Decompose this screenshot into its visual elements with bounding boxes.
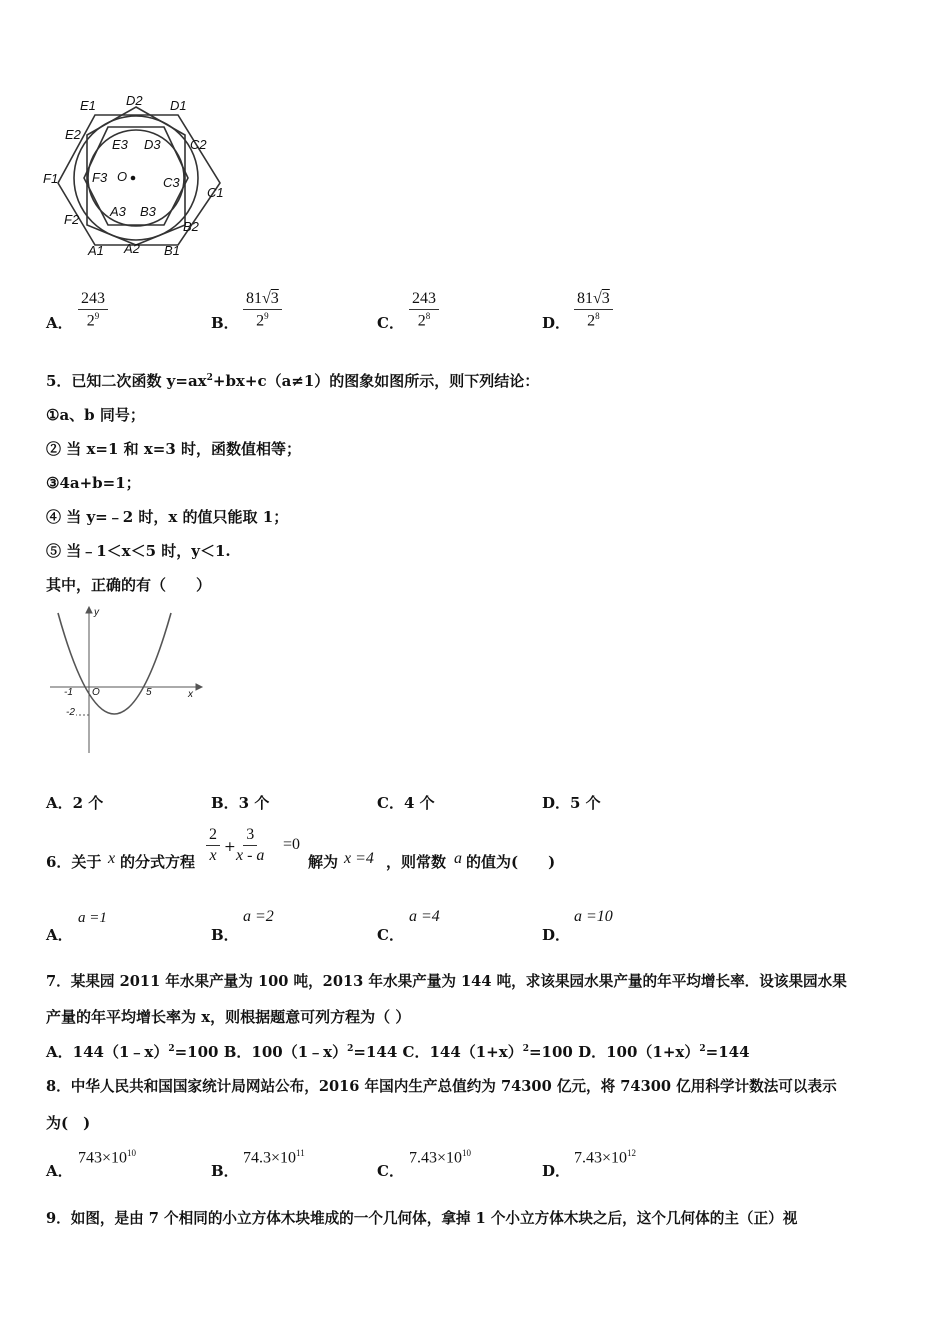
parabola-curve: [58, 613, 171, 714]
option-expr: a =10: [574, 908, 613, 925]
q7-option-a-sup: 2: [168, 1044, 175, 1054]
q7-option-b-rhs: =144: [353, 1043, 398, 1061]
label-F3: F3: [92, 170, 108, 185]
denominator-exp: 8: [595, 311, 600, 321]
denominator-base: 2: [587, 312, 596, 330]
numerator: 243: [78, 290, 108, 310]
option-label: B．: [211, 1162, 239, 1180]
x-axis-arrow: [196, 684, 202, 690]
label-A2: A2: [124, 241, 140, 256]
q8-line1: 8．中华人民共和国国家统计局网站公布，2016 年国内生产总值约为 74300 亿元，将 74300 亿用科学计数法可以表示: [46, 1078, 837, 1095]
numerator: 2: [206, 826, 220, 846]
q6-post: ，则常数: [386, 853, 447, 871]
option-base: 7.43×10: [574, 1149, 628, 1167]
q5-statement-2: ② 当 x=1 和 x=3 时，函数值相等；: [46, 440, 302, 458]
q5-stem-sup: 2: [206, 373, 213, 383]
option-label: D．: [542, 1162, 571, 1180]
label-B2: B2: [183, 219, 199, 234]
option-label: C．: [377, 926, 404, 944]
option-label: D．: [542, 926, 571, 944]
q6-tail: 的值为( ): [466, 853, 556, 871]
q5-stem-a: 5．已知二次函数 y=ax: [46, 372, 207, 390]
option-label: B．: [211, 926, 239, 944]
label-O: O: [117, 169, 128, 184]
hexagon-diagram: [40, 95, 230, 265]
label-B3: B3: [140, 204, 156, 219]
numerator: 243: [409, 290, 439, 310]
q7-line1: 7．某果园 2011 年水果产量为 100 吨，2013 年水果产量为 144 吨，求该果园水果产量的年平均增长率．设该果园水果: [46, 973, 847, 990]
q7-option-a-rhs: =100: [174, 1043, 219, 1061]
option-base: 743×10: [78, 1149, 128, 1167]
graph-origin: O: [92, 687, 100, 698]
label-E2: E2: [65, 127, 81, 142]
denominator: x - a: [236, 847, 265, 864]
q5-option-d[interactable]: D．5 个: [542, 794, 601, 812]
denominator-base: 2: [417, 312, 426, 330]
q7-option-b-sup: 2: [347, 1044, 354, 1054]
q4-options: [46, 290, 906, 340]
q6-var-x: x: [108, 850, 116, 867]
parabola-svg: [46, 605, 206, 755]
center-dot: [131, 176, 136, 181]
option-exp: 10: [127, 1148, 137, 1158]
denominator: x: [209, 847, 217, 864]
fraction: [574, 290, 613, 330]
q7-option-d-sup: 2: [699, 1044, 706, 1054]
q5-option-a[interactable]: A．2 个: [46, 794, 104, 812]
option-base: 74.3×10: [243, 1149, 297, 1167]
option-exp: 11: [296, 1148, 305, 1158]
q7-options: [46, 1041, 750, 1062]
label-F1: F1: [43, 171, 59, 186]
parabola-graph: [46, 605, 206, 755]
sqrt-icon: √: [593, 290, 602, 307]
label-E1: E1: [80, 98, 96, 113]
option-label: B．: [211, 314, 239, 332]
q6-sol: 解为: [308, 853, 339, 871]
q7-option-b[interactable]: [224, 1043, 398, 1061]
label-C1: C1: [207, 185, 224, 200]
graph-five: 5: [146, 687, 152, 698]
q7-option-c-sup: 2: [522, 1044, 529, 1054]
label-F2: F2: [64, 212, 80, 227]
q6-var-a: a: [454, 850, 462, 867]
numerator: 3: [243, 826, 257, 846]
hexagon-figure: [40, 95, 230, 265]
q6-fraction-1: [206, 826, 220, 865]
option-expr: a =4: [409, 908, 440, 925]
q7-option-d-text: D．100（1+x）: [578, 1043, 700, 1061]
q7-option-a[interactable]: [46, 1043, 219, 1061]
option-base: 7.43×10: [409, 1149, 463, 1167]
label-A1: A1: [88, 243, 104, 258]
option-label: A．: [46, 1162, 73, 1180]
label-D3: D3: [144, 137, 161, 152]
denominator-base: 2: [86, 312, 95, 330]
option-label: C．: [377, 1162, 404, 1180]
option-expr: a =2: [243, 908, 274, 925]
q6-eq0: =0: [283, 836, 301, 853]
sqrt-icon: √: [262, 290, 271, 307]
q5-stem-b: +bx+c（a≠1）的图象如图所示，则下列结论：: [212, 372, 540, 390]
fraction: [78, 290, 108, 330]
q6-fraction-2: [236, 826, 264, 865]
radicand: 3: [601, 290, 610, 307]
denominator-exp: 9: [264, 311, 269, 321]
label-C3: C3: [163, 175, 180, 190]
q7-option-c-rhs: =100: [528, 1043, 573, 1061]
numerator: 81: [246, 290, 262, 307]
q7-option-a-text: A．144（1﹣x）: [46, 1043, 169, 1061]
label-D2: D2: [126, 93, 143, 108]
option-exp: 12: [627, 1148, 637, 1158]
q5-stem: [46, 370, 539, 391]
q5-statement-4: ④ 当 y=﹣2 时，x 的值只能取 1；: [46, 508, 289, 526]
q6-sol-eq: x =4: [344, 850, 374, 867]
option-label: A．: [46, 926, 73, 944]
q5-statement-1: ①a、b 同号；: [46, 406, 145, 424]
q6-prefix: 6．关于: [46, 853, 102, 871]
q7-line2: 产量的年平均增长率为 x，则根据题意可列方程为（ ）: [46, 1008, 411, 1026]
fraction: [243, 290, 282, 330]
q7-option-d-rhs: =144: [705, 1043, 750, 1061]
option-label: A．: [46, 314, 73, 332]
option-expr: a =1: [78, 910, 107, 926]
label-A3: A3: [110, 204, 126, 219]
option-exp: 10: [462, 1148, 472, 1158]
q8-line2: 为( ): [46, 1114, 91, 1132]
label-D1: D1: [170, 98, 187, 113]
label-C2: C2: [190, 137, 207, 152]
q6-plus: +: [224, 839, 236, 855]
option-label: C．: [377, 314, 404, 332]
q7-option-d[interactable]: [578, 1043, 749, 1061]
q7-option-c-text: C．144（1+x）: [402, 1043, 523, 1061]
q7-option-c[interactable]: [403, 1043, 573, 1061]
q5-option-c[interactable]: C．4 个: [377, 794, 435, 812]
radicand: 3: [270, 290, 279, 307]
label-B1: B1: [164, 243, 180, 258]
fraction: [409, 290, 439, 330]
q6-stem: [46, 824, 646, 874]
q7-option-b-text: B．100（1﹣x）: [223, 1043, 348, 1061]
graph-x-label: x: [188, 689, 193, 700]
q6-mid: 的分式方程: [120, 853, 196, 871]
option-label: D．: [542, 314, 571, 332]
denominator-base: 2: [256, 312, 265, 330]
y-axis-arrow: [86, 607, 92, 613]
label-E3: E3: [112, 137, 128, 152]
q5-statement-5: ⑤ 当﹣1＜x＜5 时，y＜1.: [46, 542, 231, 560]
q5-statement-3: ③4a+b=1；: [46, 474, 141, 492]
graph-y-label: y: [94, 607, 99, 618]
graph-minus1: -1: [64, 687, 73, 698]
q5-option-b[interactable]: B．3 个: [211, 794, 270, 812]
graph-minus2: -2: [66, 707, 75, 718]
q9-line1: 9．如图，是由 7 个相同的小立方体木块堆成的一个几何体，拿掉 1 个小立方体木块之后，这个几何体的主（正）视: [46, 1210, 798, 1227]
denominator-exp: 9: [94, 311, 100, 321]
denominator-exp: 8: [425, 311, 431, 321]
q5-ask: 其中，正确的有（ ）: [46, 576, 212, 594]
numerator: 81: [577, 290, 593, 307]
